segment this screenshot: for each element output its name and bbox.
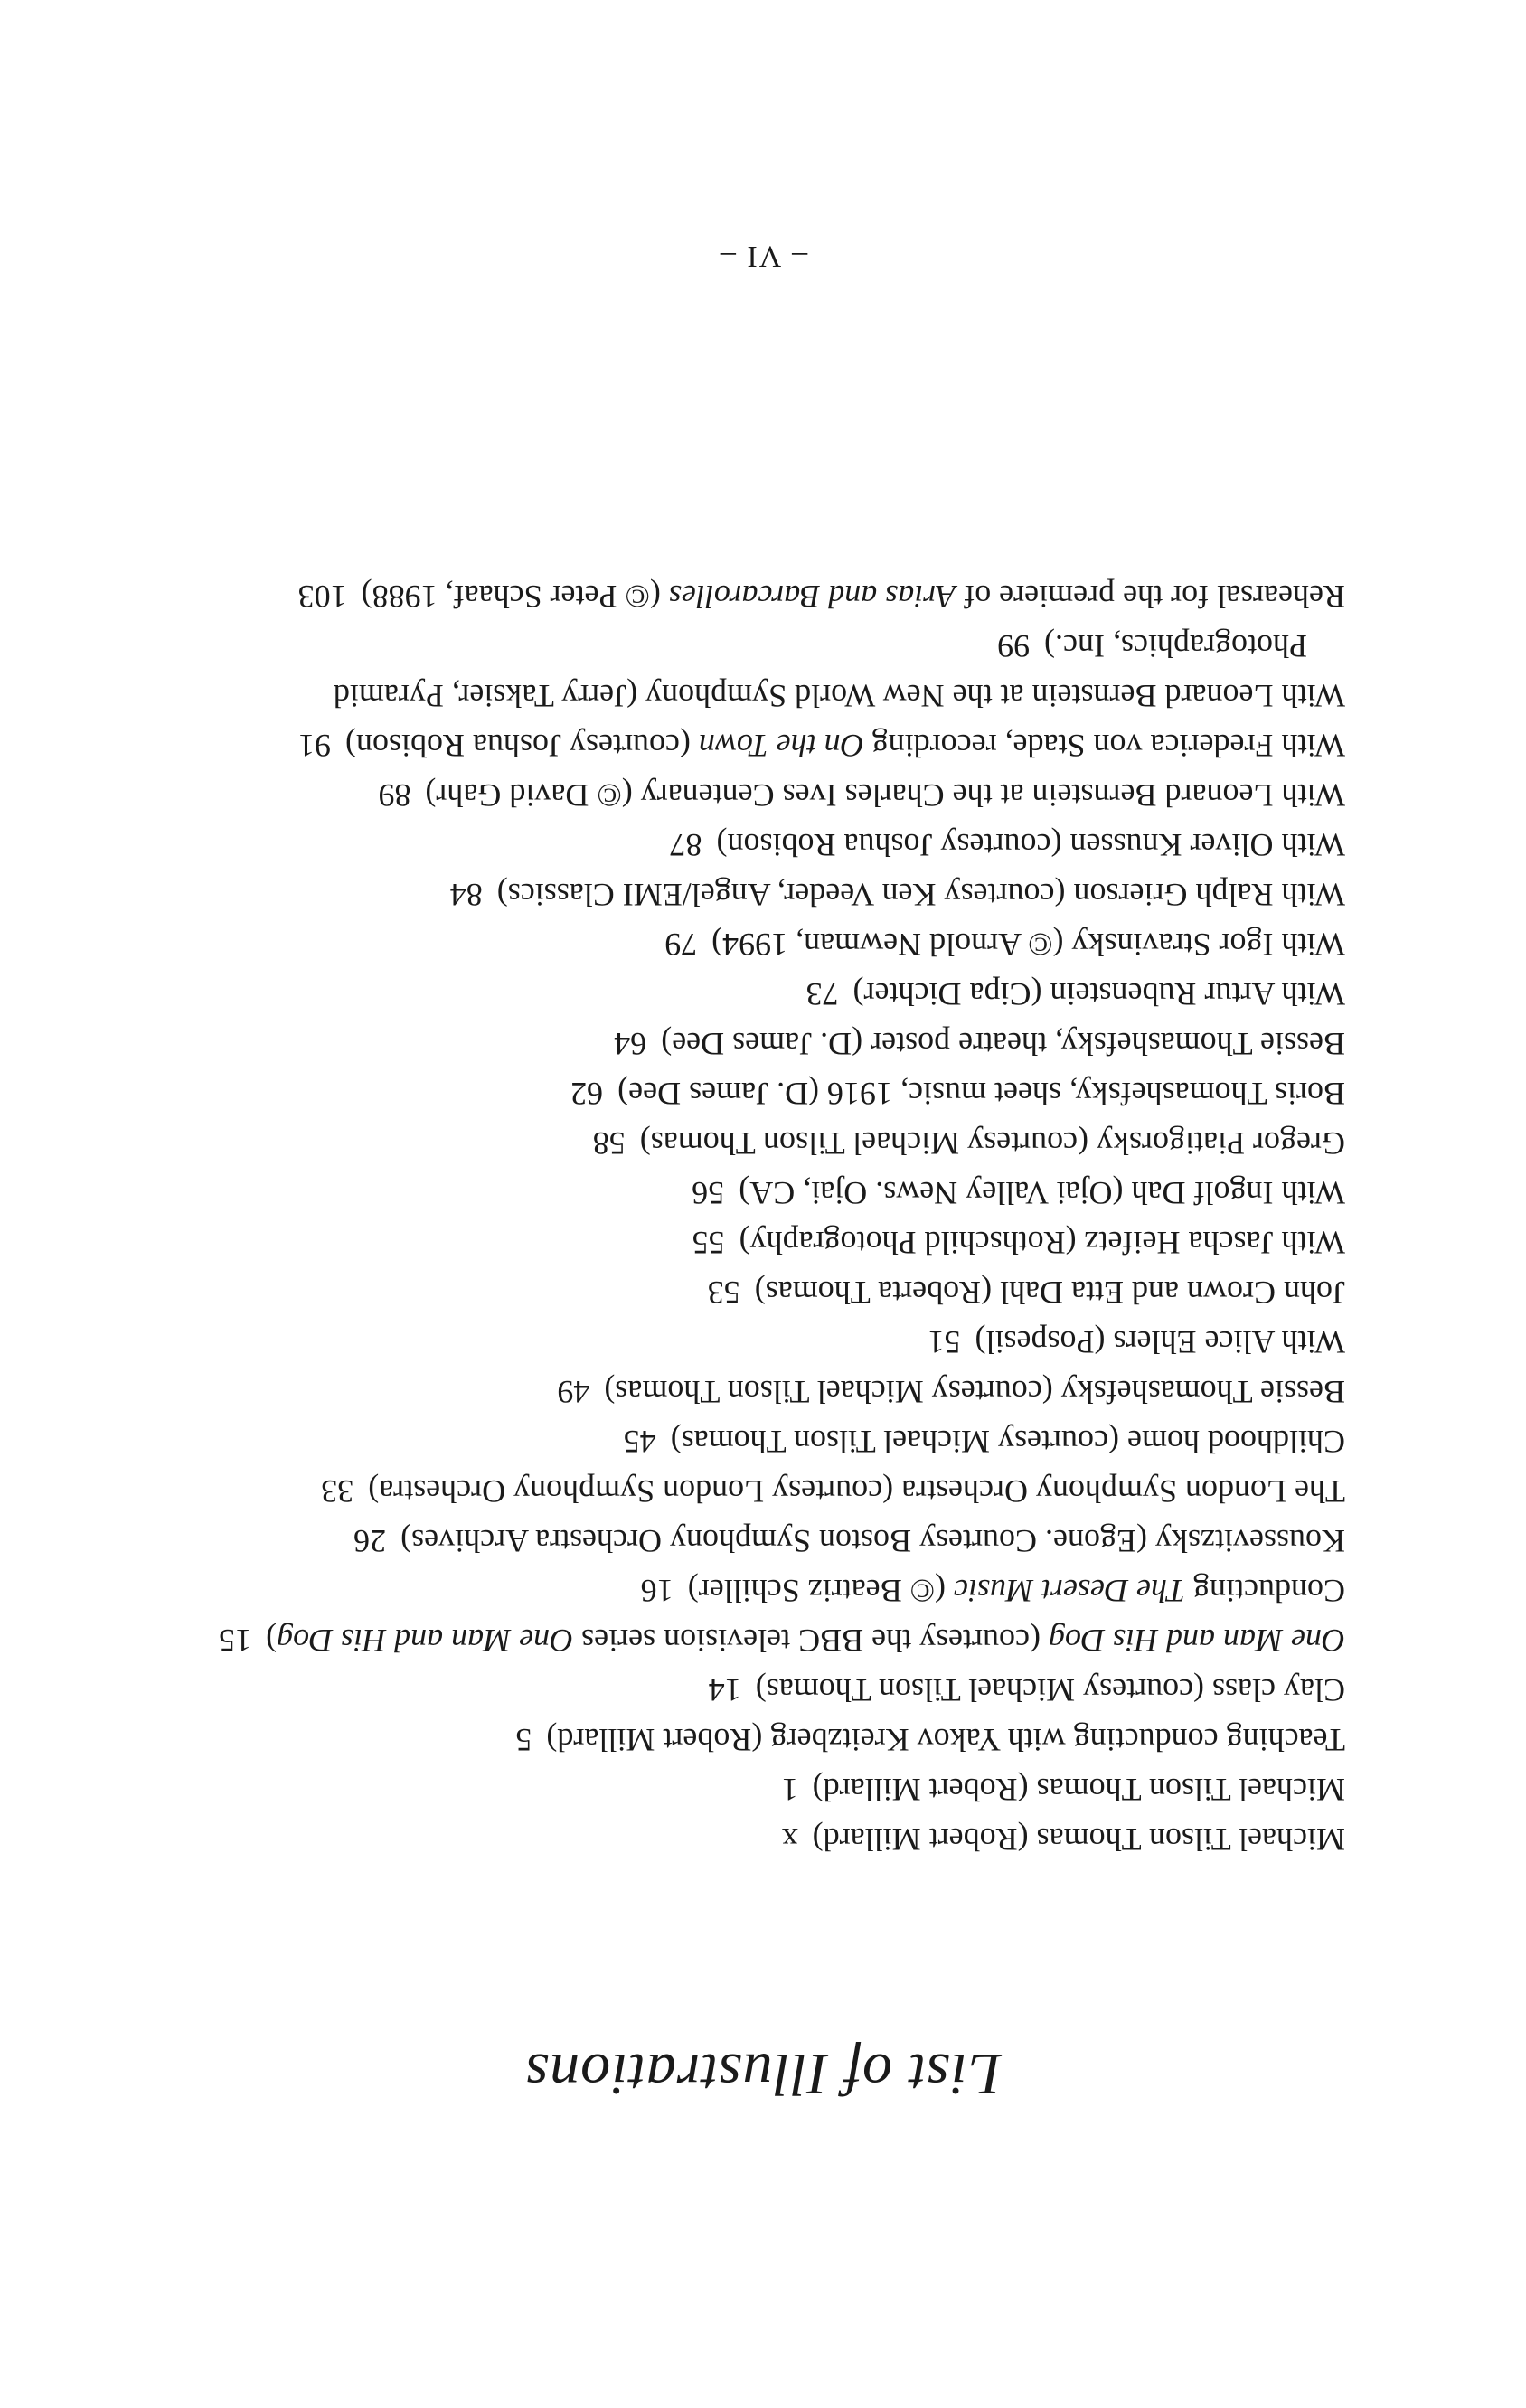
- list-item: [143, 1019, 1345, 1068]
- entry-text: (courtesy the BBC television series: [573, 1623, 1050, 1659]
- page-reference: 5: [515, 1722, 532, 1758]
- page-title: List of Illustrations: [524, 2041, 1002, 2107]
- entry-text: With Igor Stravinsky (© Arnold Newman, 1994): [711, 927, 1345, 963]
- entry-text: (© Beatriz Schiller): [687, 1573, 955, 1609]
- entry-text: Teaching conducting with Yakov Kreitzberg (Robert Millard): [546, 1722, 1345, 1758]
- list-item: [143, 1516, 1345, 1566]
- page-reference: 51: [928, 1324, 961, 1360]
- entry-text: (© Peter Schaaf, 1988): [361, 578, 669, 615]
- page-reference: 87: [669, 827, 702, 863]
- page-reference: 103: [297, 578, 347, 615]
- entry-text: Bessie Thomashefsky (courtesy Michael Tilson Thomas): [604, 1374, 1345, 1410]
- list-item: [143, 1367, 1345, 1416]
- entry-text: ): [266, 1623, 278, 1659]
- entry-text: With Leonard Bernstein at the Charles Ives Centenary (© David Gahr): [425, 777, 1345, 814]
- page-reference: 15: [219, 1623, 252, 1659]
- entry-text: Boris Thomashefsky, sheet music, 1916 (D. James Dee): [617, 1076, 1345, 1112]
- illustration-list: [143, 571, 1345, 1864]
- entry-text: With Frederica von Stade, recording: [863, 728, 1345, 764]
- page-reference: 79: [664, 927, 698, 963]
- list-item: [143, 1566, 1345, 1615]
- italic-title: The Desert Music: [954, 1573, 1185, 1609]
- list-item: [143, 621, 1345, 720]
- page-reference: 64: [614, 1026, 647, 1062]
- page-reference: 45: [623, 1424, 656, 1460]
- page-reference: 56: [692, 1175, 725, 1211]
- entry-text: Rehearsal for the premiere of: [956, 578, 1345, 615]
- entry-text: With Oliver Knussen (courtesy Joshua Robison): [716, 827, 1345, 863]
- page-reference: 99: [997, 628, 1031, 664]
- list-item: [143, 1068, 1345, 1118]
- page-reference: 49: [557, 1374, 590, 1410]
- entry-text: With Leonard Bernstein at the New World Symphony (Jerry Taksier, Pyramid Photographics, Inc.): [333, 628, 1345, 714]
- page-reference: 33: [321, 1473, 354, 1510]
- entry-text: Clay class (courtesy Michael Tilson Thomas): [755, 1672, 1345, 1708]
- page-number: – VI –: [718, 240, 808, 273]
- entry-text: Bessie Thomashefsky, theatre poster (D. James Dee): [661, 1026, 1345, 1062]
- entry-text: With Alice Ehlers (Pospesil): [975, 1324, 1345, 1360]
- entry-text: With Ralph Grierson (courtesy Ken Veeder, Angel/EMI Classics): [496, 877, 1345, 913]
- italic-title: One Man and His Dog: [277, 1623, 574, 1659]
- list-item: [143, 1715, 1345, 1764]
- list-item: [143, 1416, 1345, 1466]
- entry-text: With Jascha Heifetz (Rothschild Photography): [739, 1225, 1345, 1261]
- list-item: [143, 969, 1345, 1019]
- page-reference: 84: [449, 877, 483, 913]
- list-item: [143, 1317, 1345, 1367]
- list-item: [143, 1665, 1345, 1715]
- entry-text: Childhood home (courtesy Michael Tilson Thomas): [670, 1424, 1345, 1460]
- italic-title: One Man and His Dog: [1049, 1623, 1345, 1659]
- entry-text: Gregor Piatigorsky (courtesy Michael Tilson Thomas): [639, 1125, 1345, 1162]
- page-reference: 55: [692, 1225, 725, 1261]
- entry-text: Michael Tilson Thomas (Robert Millard): [812, 1772, 1345, 1808]
- entry-text: With Artur Rubenstein (Cipa Dichter): [852, 976, 1345, 1012]
- list-item: [143, 1615, 1345, 1665]
- entry-text: Koussevitzsky (Egone. Courtesy Boston Symphony Orchestra Archives): [400, 1523, 1345, 1559]
- list-item: [143, 820, 1345, 870]
- list-item: [143, 1168, 1345, 1218]
- entry-text: The London Symphony Orchestra (courtesy London Symphony Orchestra): [368, 1473, 1345, 1510]
- page-reference: 53: [707, 1275, 740, 1311]
- list-item: [143, 571, 1345, 621]
- italic-title: Arias and Barcarolles: [668, 578, 956, 615]
- page-reference: 91: [297, 728, 331, 764]
- page-reference: 1: [781, 1772, 798, 1808]
- entry-text: John Crown and Etta Dahl (Roberta Thomas): [754, 1275, 1345, 1311]
- list-item: [143, 1764, 1345, 1814]
- entry-text: (courtesy Joshua Robison): [344, 728, 699, 764]
- list-item: [143, 720, 1345, 770]
- page-reference: 58: [592, 1125, 626, 1162]
- list-item: [143, 870, 1345, 919]
- page-reference: 16: [640, 1573, 674, 1609]
- list-item: [143, 1218, 1345, 1267]
- list-item: [143, 919, 1345, 969]
- page-reference: 89: [378, 777, 411, 814]
- list-item: [143, 1267, 1345, 1317]
- page-reference: 73: [805, 976, 839, 1012]
- page-reference: x: [781, 1821, 798, 1858]
- italic-title: On the Town: [698, 728, 864, 764]
- entry-text: Conducting: [1185, 1573, 1345, 1609]
- entry-text: With Ingolf Dah (Ojai Valley News. Ojai, CA): [739, 1175, 1345, 1211]
- list-item: [143, 1814, 1345, 1864]
- page-reference: 14: [708, 1672, 741, 1708]
- page-reference: 62: [570, 1076, 604, 1112]
- list-item: [143, 1118, 1345, 1168]
- list-item: [143, 1466, 1345, 1516]
- entry-text: Michael Tilson Thomas (Robert Millard): [812, 1821, 1345, 1858]
- list-item: [143, 770, 1345, 820]
- page-reference: 26: [353, 1523, 387, 1559]
